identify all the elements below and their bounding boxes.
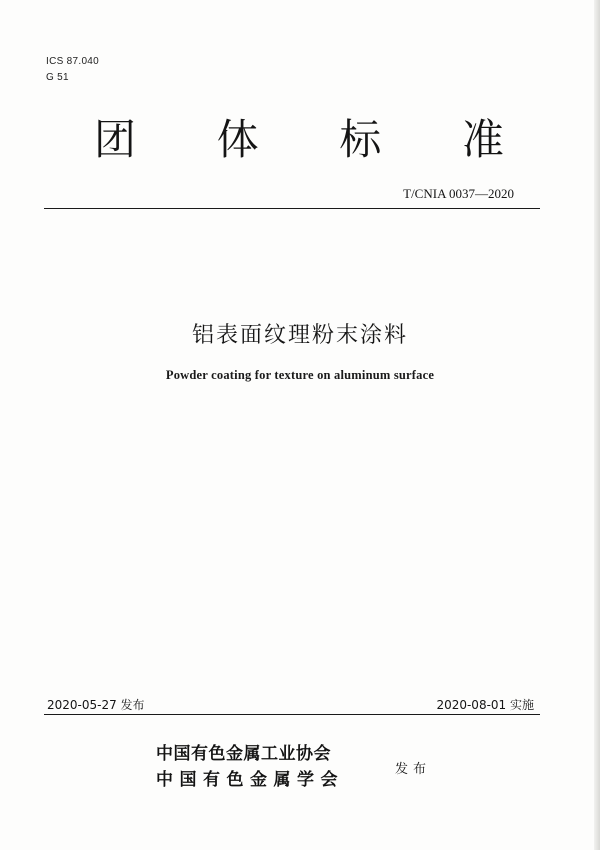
document-type-heading xyxy=(94,114,504,166)
standard-number: T/CNIA 0037—2020 xyxy=(403,186,514,201)
doc-type-char: 团 xyxy=(94,115,137,164)
issuing-organization: 中国有色金属工业协会 xyxy=(156,744,331,764)
doc-type-char: 准 xyxy=(461,115,504,164)
ccs-classification-code: G 51 xyxy=(46,72,69,83)
footer-divider xyxy=(44,714,540,715)
issuing-organization: 中国有色金属学会 xyxy=(156,770,344,790)
scan-shadow-edge xyxy=(594,0,600,850)
header-divider xyxy=(44,208,540,209)
issued-by-label: 发布 xyxy=(395,762,432,777)
english-title: Powder coating for texture on aluminum surface xyxy=(165,368,435,382)
doc-type-char: 体 xyxy=(216,115,259,164)
doc-type-char: 标 xyxy=(339,115,382,164)
implementation-date: 2020-08-01 实施 xyxy=(436,698,534,712)
chinese-title: 铝表面纹理粉末涂料 xyxy=(191,323,408,348)
ics-classification-code: ICS 87.040 xyxy=(46,56,100,67)
issue-date: 2020-05-27 发布 xyxy=(47,698,145,712)
